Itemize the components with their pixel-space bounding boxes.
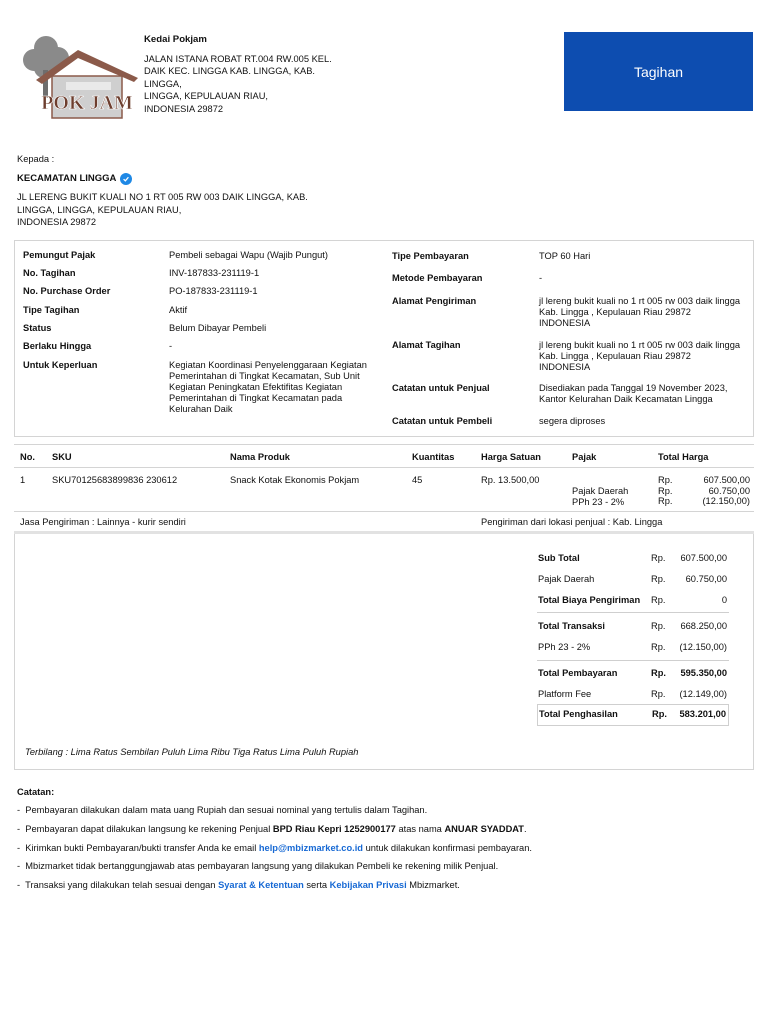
col-harga-satuan: Harga Satuan <box>481 452 541 462</box>
tipe-pembayaran-label: Tipe Pembayaran <box>392 251 469 261</box>
seller-logo-image <box>16 30 142 126</box>
summary-label: Total Transaksi <box>538 621 605 631</box>
tipe-pembayaran-value: TOP 60 Hari <box>539 251 591 261</box>
summary-value: 595.350,00 <box>680 668 727 678</box>
row-sku: SKU70125683899836 230612 <box>52 475 178 485</box>
note-text: serta <box>303 880 330 891</box>
metode-pembayaran-label: Metode Pembayaran <box>392 273 483 283</box>
currency-line: Rp. <box>658 475 673 485</box>
buyer-name-row <box>17 173 377 186</box>
status-value: Belum Dibayar Pembeli <box>169 323 267 333</box>
terbilang-text: Terbilang : Lima Ratus Sembilan Puluh Lima Ribu Tiga Ratus Lima Puluh Rupiah <box>25 747 359 757</box>
summary-value: (12.150,00) <box>679 642 727 652</box>
summary-row-platform-fee <box>537 684 729 705</box>
summary-label: Pajak Daerah <box>538 574 595 584</box>
row-currency <box>658 475 672 507</box>
logo-lettering: POK JAM <box>41 92 133 114</box>
note-dash: - <box>17 880 21 891</box>
metode-pembayaran-value: - <box>539 273 543 283</box>
jasa-pengiriman: Jasa Pengiriman : Lainnya - kurir sendiri <box>20 517 186 527</box>
col-nama-produk: Nama Produk <box>230 452 290 462</box>
summary-label: Total Penghasilan <box>539 709 618 719</box>
seller-address-line: DAIK KEC. LINGGA KAB. LINGGA, KAB. <box>144 66 316 76</box>
note-dash: - <box>17 805 21 815</box>
summary-value: 60.750,00 <box>685 574 727 584</box>
summary-row-subtotal <box>537 548 729 569</box>
seller-name: Kedai Pokjam <box>144 34 207 45</box>
alamat-line: INDONESIA <box>539 362 591 372</box>
summary-row-total-penghasilan <box>537 704 729 726</box>
currency-line: Rp. <box>658 485 673 496</box>
berlaku-hingga-label: Berlaku Hingga <box>23 341 92 351</box>
col-no: No. <box>20 452 35 462</box>
alamat-line: Kab. Lingga , Kepulauan Riau 29872 <box>539 351 691 361</box>
note-text: untuk dilakukan konfirmasi pembayaran. <box>362 842 532 853</box>
col-sku: SKU <box>52 452 72 462</box>
note-text: Kirimkan bukti Pembayaran/bukti transfer Anda ke email <box>25 842 259 853</box>
no-po-value: PO-187833-231119-1 <box>169 286 258 296</box>
note-text: Mbizmarket. <box>406 880 460 891</box>
summary-value: 0 <box>721 595 727 605</box>
summary-label: Sub Total <box>538 553 580 563</box>
note-item <box>17 861 747 872</box>
buyer-block <box>17 153 377 229</box>
summary-row-pph <box>537 637 729 658</box>
alamat-pengiriman-value <box>539 296 740 329</box>
summary-row-total-pembayaran <box>537 663 729 684</box>
untuk-keperluan-value <box>169 360 367 415</box>
seller-block <box>144 34 394 115</box>
summary-currency: Rp. <box>651 689 666 699</box>
keperluan-line: Kegiatan Koordinasi Penyelenggaraan Kegiatan <box>169 360 367 370</box>
total-line: 607.500,00 <box>703 475 750 485</box>
summary-row-pajak-daerah <box>537 569 729 590</box>
note-text: Mbizmarket tidak bertanggungjawab atas pembayaran langsung yang dilakukan Pembeli ke rekening milik Penjual. <box>25 861 499 872</box>
note-dash: - <box>17 861 21 872</box>
status-label: Status <box>23 323 52 333</box>
seller-address-line: INDONESIA 29872 <box>144 103 224 114</box>
pajak-line: Pajak Daerah <box>572 486 629 496</box>
summary-box <box>14 534 754 770</box>
catatan-pembeli-label: Catatan untuk Pembeli <box>392 416 493 426</box>
summary-label: Total Biaya Pengiriman <box>538 595 641 605</box>
keperluan-line: Pemerintahan di Tingkat Kecamatan, Sub Unit <box>169 371 360 381</box>
col-kuantitas: Kuantitas <box>412 452 455 462</box>
shipping-row <box>14 514 754 534</box>
seller-address-line: LINGGA, KEPULAUAN RIAU, <box>144 91 268 101</box>
summary-label: Total Pembayaran <box>538 668 618 678</box>
note-text: . <box>523 823 527 834</box>
note-dash: - <box>17 823 21 834</box>
berlaku-hingga-value: - <box>169 341 173 351</box>
summary-row-total-transaksi <box>537 616 729 637</box>
kepada-label: Kepada : <box>17 154 55 164</box>
alamat-line: jl lereng bukit kuali no 1 rt 005 rw 003 daik lingga <box>539 340 741 350</box>
untuk-keperluan-label: Untuk Keperluan <box>23 360 98 370</box>
currency-line: Rp. <box>658 496 673 506</box>
summary-row-biaya-pengiriman <box>537 590 729 611</box>
summary-currency: Rp. <box>651 574 666 584</box>
summary-value: 607.500,00 <box>680 553 727 563</box>
summary-currency: Rp. <box>651 668 666 678</box>
seller-address-line: LINGGA, <box>144 78 182 89</box>
note-text: Pembayaran dilakukan dalam mata uang Rupiah dan sesuai nominal yang tertulis dalam Tagihan. <box>25 805 428 815</box>
buyer-name: KECAMATAN LINGGA <box>17 172 117 184</box>
alamat-tagihan-value <box>539 340 740 373</box>
catatan-line: Kantor Kelurahan Daik Kecamatan Lingga <box>539 394 713 404</box>
row-harga-satuan: Rp. 13.500,00 <box>481 475 540 485</box>
kebijakan-privasi-link[interactable]: Kebijakan Privasi <box>329 880 407 891</box>
bank-account: BPD Riau Kepri 1252900177 <box>272 823 396 834</box>
tipe-tagihan-value: Aktif <box>169 305 188 315</box>
summary-currency: Rp. <box>652 709 667 719</box>
total-line: 60.750,00 <box>708 485 750 496</box>
summary-label: PPh 23 - 2% <box>538 642 591 652</box>
note-item <box>17 843 747 854</box>
alamat-tagihan-label: Alamat Tagihan <box>392 340 461 350</box>
pemungut-pajak-value: Pembeli sebagai Wapu (Wajib Pungut) <box>169 250 328 260</box>
note-item <box>17 880 747 891</box>
buyer-address-line: LINGGA, LINGGA, KEPULAUAN RIAU, <box>17 204 182 215</box>
pajak-line: PPh 23 - 2% <box>572 496 625 507</box>
row-total-harga <box>702 475 750 507</box>
verified-icon <box>120 173 132 185</box>
note-text: Pembayaran dapat dilakukan langsung ke rekening Penjual <box>25 823 273 834</box>
catatan-penjual-value <box>539 383 727 405</box>
summary-currency: Rp. <box>651 595 666 605</box>
notes-section <box>17 787 747 899</box>
no-po-label: No. Purchase Order <box>23 286 111 296</box>
lokasi-pengiriman: Pengiriman dari lokasi penjual : Kab. Lingga <box>481 517 663 527</box>
invoice-header <box>0 0 768 140</box>
email-link[interactable]: help@mbizmarket.co.id <box>258 842 363 853</box>
summary-currency: Rp. <box>651 642 666 652</box>
summary-divider <box>537 660 729 661</box>
syarat-ketentuan-link[interactable]: Syarat & Ketentuan <box>218 880 304 891</box>
row-kuantitas: 45 <box>412 475 423 485</box>
keperluan-line: Pemerintahan di Tingkat Kecamatan pada <box>169 393 343 403</box>
items-table <box>14 444 754 512</box>
col-total-harga: Total Harga <box>658 452 709 462</box>
no-tagihan-label: No. Tagihan <box>23 268 76 278</box>
seller-address-line: JALAN ISTANA ROBAT RT.004 RW.005 KEL. <box>144 53 332 64</box>
row-no: 1 <box>20 475 26 485</box>
col-pajak: Pajak <box>572 452 597 462</box>
alamat-line: Kab. Lingga , Kepulauan Riau 29872 <box>539 307 691 317</box>
summary-label: Platform Fee <box>538 689 592 699</box>
table-row <box>14 468 754 512</box>
row-nama-produk: Snack Kotak Ekonomis Pokjam <box>230 475 360 485</box>
note-text: atas nama <box>395 823 445 834</box>
account-holder: ANUAR SYADDAT <box>444 823 524 834</box>
note-item <box>17 824 747 835</box>
note-dash: - <box>17 842 21 853</box>
items-table-header <box>14 444 754 468</box>
pemungut-pajak-label: Pemungut Pajak <box>23 250 96 260</box>
catatan-penjual-label: Catatan untuk Penjual <box>392 383 490 393</box>
summary-divider <box>537 612 729 613</box>
note-item <box>17 805 747 816</box>
total-line: (12.150,00) <box>702 496 750 506</box>
tipe-tagihan-label: Tipe Tagihan <box>23 305 80 315</box>
buyer-address-line: INDONESIA 29872 <box>17 217 97 227</box>
summary-currency: Rp. <box>651 621 666 631</box>
document-type-badge: Tagihan <box>564 32 753 111</box>
summary-value: 583.201,00 <box>679 709 726 719</box>
row-pajak <box>572 486 628 507</box>
summary-currency: Rp. <box>651 553 666 563</box>
summary-value: (12.149,00) <box>679 689 727 699</box>
catatan-line: Disediakan pada Tanggal 19 November 2023, <box>539 383 728 393</box>
invoice-info-box <box>14 240 754 437</box>
note-text: Transaksi yang dilakukan telah sesuai dengan <box>25 880 219 891</box>
keperluan-line: Kelurahan Daik <box>169 404 233 414</box>
alamat-pengiriman-label: Alamat Pengiriman <box>392 296 477 306</box>
alamat-line: INDONESIA <box>539 318 591 328</box>
buyer-address-line: JL LERENG BUKIT KUALI NO 1 RT 005 RW 003 DAIK LINGGA, KAB. <box>17 192 308 202</box>
seller-logo <box>16 30 142 126</box>
notes-title: Catatan: <box>17 787 55 797</box>
catatan-pembeli-value: segera diproses <box>539 416 606 426</box>
keperluan-line: Kegiatan Peningkatan Efektifitas Kegiatan <box>169 382 343 392</box>
alamat-line: jl lereng bukit kuali no 1 rt 005 rw 003 daik lingga <box>539 296 741 306</box>
no-tagihan-value: INV-187833-231119-1 <box>169 268 260 278</box>
summary-value: 668.250,00 <box>680 621 727 631</box>
